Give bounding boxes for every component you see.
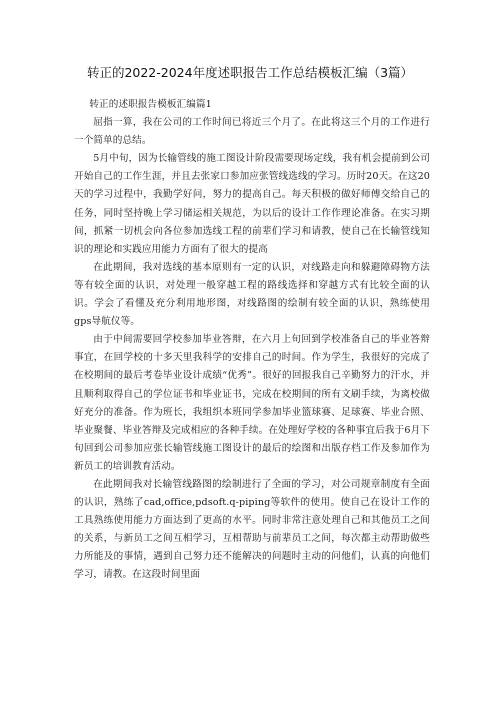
- body-paragraph: 在此期间我对长输管线路图的绘制进行了全面的学习，对公司规章制度有全面的认识，熟练了cad,office,pdsoft.q-piping等软件的使用。使自己在设计工作的工具熟练使用能力方面达到了更高的水平。同时非常注意处理自己和其他员工之间的关系，与新员工之间互相学习，互相帮助与前辈员工之间，每次都主动帮助做些力所能及的事情，遇到自己努力还不能解决的问题时主动的问他们，认真的向他们学习，请教。在这段时间里面: [74, 478, 430, 581]
- body-paragraph: 在此期间，我对选线的基本原则有一定的认识，对线路走向和躲避障碍物方法等有较全面的认识，对处理一般穿越工程的路线选择和穿越方式有比较全面的认识。学会了看懂及充分利用地形图，对线路图的绘制有较全面的认识，熟练使用gps导航仪等。: [74, 261, 430, 328]
- body-paragraph: 由于中间需要回学校参加毕业答辩，在六月上旬回到学校准备自己的毕业答辩事宜，在回学校的十多天里我科学的安排自己的时间。作为学生，我很好的完成了在校期间的最后考卷毕业设计成绩“优秀”。很好的回报我自己辛勤努力的汗水，并且顺利取得自己的学位证书和毕业证书，完成在校期间的所有文刷手续，为离校做好充分的准备。作为班长，我组织本班同学参加毕业篮球赛、足球赛、毕业合照、毕业聚餐、毕业答辩及完成相应的各种手续。在处理好学校的各种事宜后我于6月下旬回到公司参加应张长输管线施工图设计的最后的绘图和出版存档工作及参加作为新员工的培训教育活动。: [74, 334, 430, 472]
- body-paragraph: 屈指一算，我在公司的工作时间已将近三个月了。在此将这三个月的工作进行一个简单的总结。: [74, 117, 430, 147]
- document-title: 转正的2022-2024年度述职报告工作总结模板汇编（3篇）: [86, 65, 414, 80]
- document-body: [74, 96, 430, 585]
- section-heading: 转正的述职报告模板汇编篇1: [89, 99, 212, 110]
- body-paragraph: 5月中旬，因为长输管线的施工图设计阶段需要现场定线，我有机会提前到公司开始自己的工作生涯，并且去张家口参加应张管线选线的学习。历时20天。在这20天的学习过程中，我勤学好问，努力的提高自己。每天积极的做好师傅交给自己的任务，同时坚持晚上学习储运相关规范，为以后的设计工作作理论准备。在实习期间，抓紧一切机会向各位参加选线工程的前辈们学习和请教，使自己在长输管线知识的理论和实践应用能力方面有了很大的提高: [74, 153, 430, 255]
